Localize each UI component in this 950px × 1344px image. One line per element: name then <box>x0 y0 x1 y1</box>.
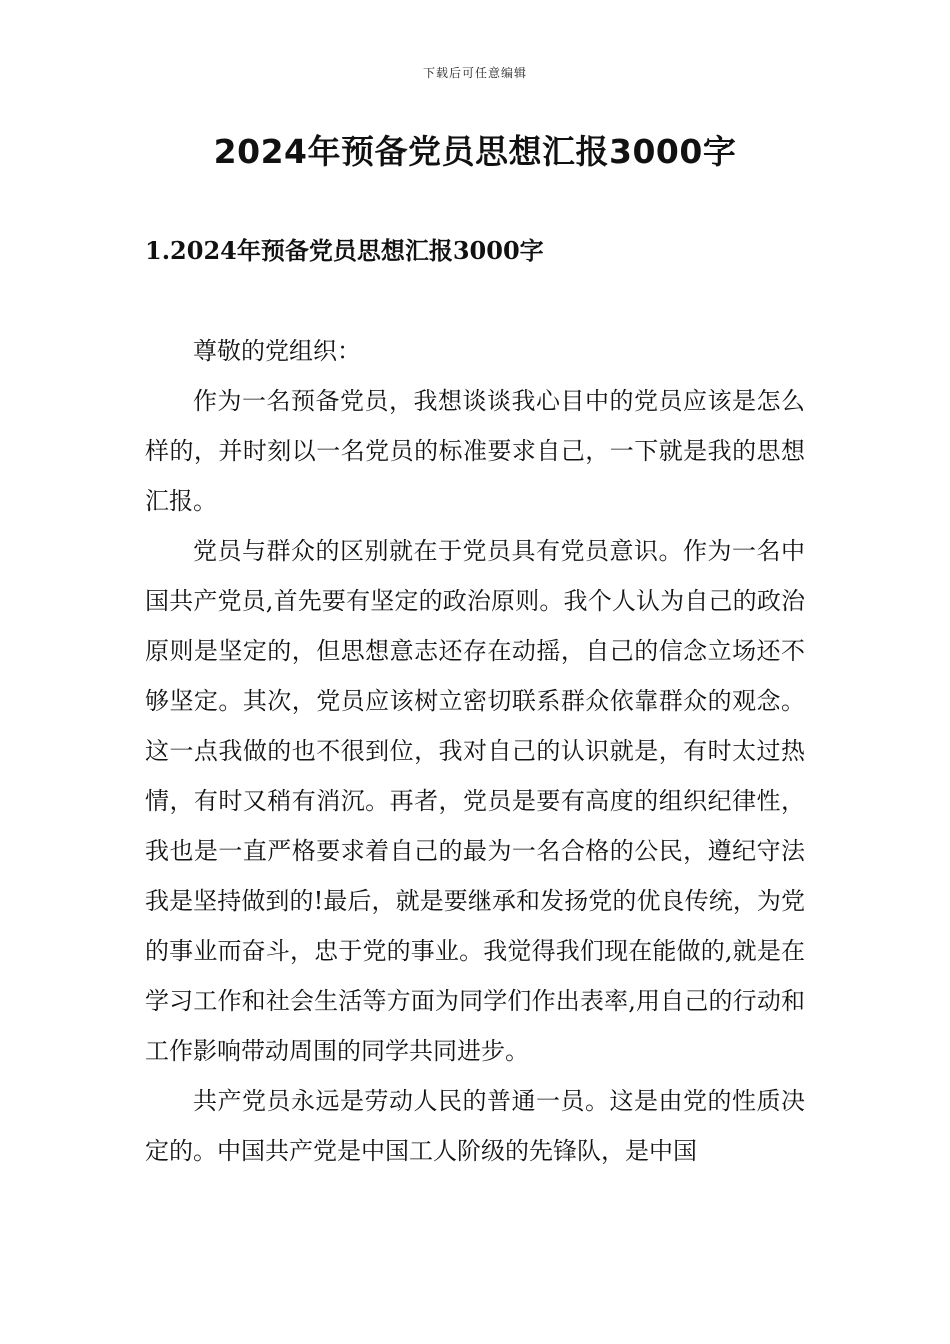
body-text <box>145 326 805 1176</box>
document-title: 2024年预备党员思想汇报3000字 <box>213 132 737 171</box>
salutation-paragraph: 尊敬的党组织： <box>193 337 361 365</box>
header-note: 下载后可任意编辑 <box>422 66 527 80</box>
section-heading: 1.2024年预备党员思想汇报3000字 <box>145 236 544 265</box>
body-paragraph: 党员与群众的区别就在于党员具有党员意识。作为一名中国共产党员,首先要有坚定的政治原则。我个人认为自己的政治原则是坚定的，但思想意志还存在动摇，自己的信念立场还不够坚定。其次，党员应该树立密切联系群众依靠群众的观念。这一点我做的也不很到位，我对自己的认识就是，有时太过热情，有时又稍有消沉。再者，党员是要有高度的组织纪律性，我也是一直严格要求着自己的最为一名合格的公民，遵纪守法我是坚持做到的!最后，就是要继承和发扬党的优良传统，为党的事业而奋斗，忠于党的事业。我觉得我们现在能做的,就是在学习工作和社会生活等方面为同学们作出表率,用自己的行动和工作影响带动周围的同学共同进步。 <box>145 537 805 1065</box>
body-paragraph: 共产党员永远是劳动人民的普通一员。这是由党的性质决定的。中国共产党是中国工人阶级的先锋队，是中国 <box>145 1087 805 1165</box>
body-paragraph: 作为一名预备党员，我想谈谈我心目中的党员应该是怎么样的，并时刻以一名党员的标准要求自己，一下就是我的思想汇报。 <box>145 387 805 515</box>
